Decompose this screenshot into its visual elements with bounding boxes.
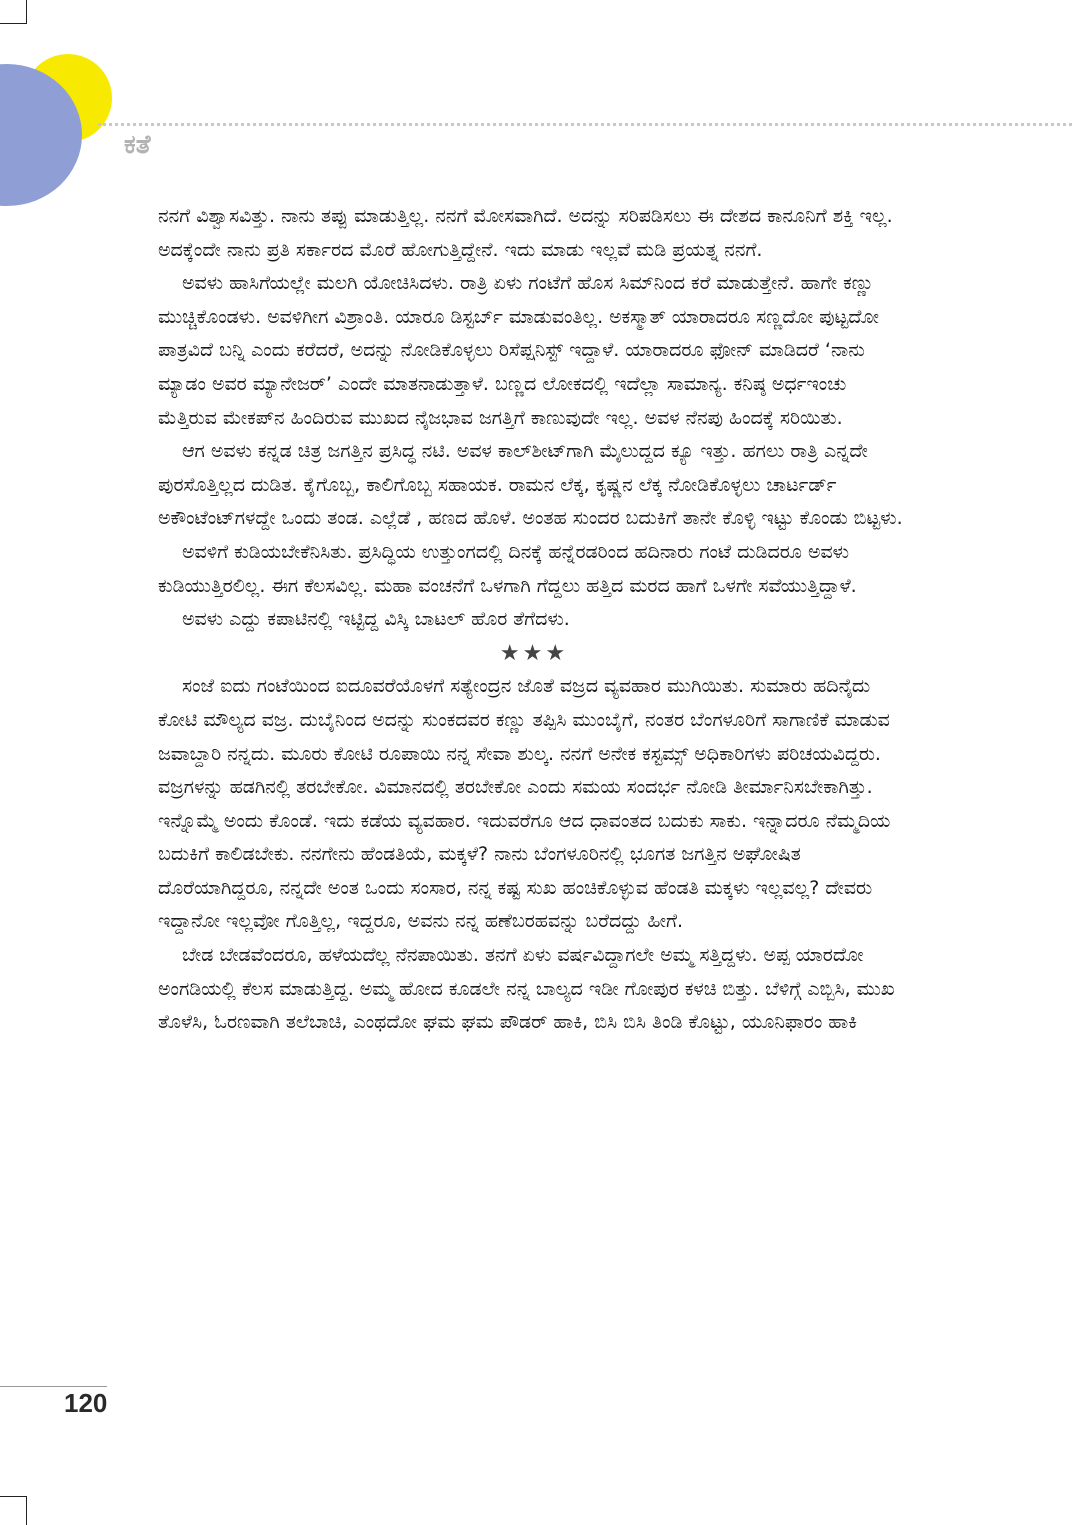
paragraph: ಆಗ ಅವಳು ಕನ್ನಡ ಚಿತ್ರ ಜಗತ್ತಿನ ಪ್ರಸಿದ್ಧ ನಟಿ. ಅವಳ ಕಾಲ್‌ಶೀಟ್‌ಗಾಗಿ ಮೈಲುದ್ದದ ಕ್ಯೂ ಇತ್ತು. ಹಗಲು ರಾತ್ರಿ ಎನ್ನದೇ ಪುರಸೊತ್ತಿಲ್ಲದ ದುಡಿತ. ಕೈಗೊಬ್ಬ, ಕಾಲಿಗೊಬ್ಬ ಸಹಾಯಕ. ರಾಮನ ಲೆಕ್ಕ, ಕೃಷ್ಣನ ಲೆಕ್ಕ ನೋಡಿಕೊಳ್ಳಲು ಚಾರ್ಟರ್ಡ್ ಅಕೌಂಟೆಂಟ್‌ಗಳದ್ದೇ ಒಂದು ತಂಡ. ಎಲ್ಲೆಡೆ , ಹಣದ ಹೊಳೆ. ಅಂತಹ ಸುಂದರ ಬದುಕಿಗೆ ತಾನೇ ಕೊಳ್ಳಿ ಇಟ್ಟು ಕೊಂಡು ಬಿಟ್ಟಳು.: [158, 440, 903, 530]
paragraph: ಬೇಡ ಬೇಡವೆಂದರೂ, ಹಳೆಯದೆಲ್ಲ ನೆನಪಾಯಿತು. ತನಗೆ ಏಳು ವರ್ಷವಿದ್ದಾಗಲೇ ಅಮ್ಮ ಸತ್ತಿದ್ದಳು. ಅಪ್ಪ ಯಾರದೋ ಅಂಗಡಿಯಲ್ಲಿ ಕೆಲಸ ಮಾಡುತ್ತಿದ್ದ. ಅಮ್ಮ ಹೋದ ಕೂಡಲೇ ನನ್ನ ಬಾಲ್ಯದ ಇಡೀ ಗೋಪುರ ಕಳಚಿ ಬಿತ್ತು. ಬೆಳಿಗ್ಗೆ ಎಬ್ಬಿಸಿ, ಮುಖ ತೊಳೆಸಿ, ಓರಣವಾಗಿ ತಲೆಬಾಚಿ, ಎಂಥದೋ ಘಮ ಘಮ ಪೌಡರ್ ಹಾಕಿ, ಬಿಸಿ ಬಿಸಿ ತಿಂಡಿ ಕೊಟ್ಟು, ಯೂನಿಫಾರಂ ಹಾಕಿ: [158, 944, 895, 1034]
paragraph: ಅವಳಿಗೆ ಕುಡಿಯಬೇಕೆನಿಸಿತು. ಪ್ರಸಿದ್ಧಿಯ ಉತ್ತುಂಗದಲ್ಲಿ ದಿನಕ್ಕೆ ಹನ್ನೆರಡರಿಂದ ಹದಿನಾರು ಗಂಟೆ ದುಡಿದರೂ ಅವಳು ಕುಡಿಯುತ್ತಿರಲಿಲ್ಲ. ಈಗ ಕೆಲಸವಿಲ್ಲ. ಮಹಾ ವಂಚನೆಗೆ ಒಳಗಾಗಿ ಗೆದ್ದಲು ಹತ್ತಿದ ಮರದ ಹಾಗೆ ಒಳಗೇ ಸವೆಯುತ್ತಿದ್ದಾಳೆ.: [158, 540, 857, 597]
paragraph: ಅವಳು ಹಾಸಿಗೆಯಲ್ಲೇ ಮಲಗಿ ಯೋಚಿಸಿದಳು. ರಾತ್ರಿ ಏಳು ಗಂಟೆಗೆ ಹೊಸ ಸಿಮ್‌ನಿಂದ ಕರೆ ಮಾಡುತ್ತೇನೆ. ಹಾಗೇ ಕಣ್ಣು ಮುಚ್ಚಿಕೊಂಡಳು. ಅವಳಿಗೀಗ ವಿಶ್ರಾಂತಿ. ಯಾರೂ ಡಿಸ್ಟರ್ಬ್ ಮಾಡುವಂತಿಲ್ಲ. ಅಕಸ್ಮಾತ್ ಯಾರಾದರೂ ಸಣ್ಣದೋ ಪುಟ್ಟದೋ ಪಾತ್ರವಿದೆ ಬನ್ನಿ ಎಂದು ಕರೆದರೆ, ಅದನ್ನು ನೋಡಿಕೊಳ್ಳಲು ರಿಸೆಪ್ಷನಿಸ್ಟ್ ಇದ್ದಾಳೆ. ಯಾರಾದರೂ ಫೋನ್ ಮಾಡಿದರೆ ‘ನಾನು ಮ್ಯಾಡಂ ಅವರ ಮ್ಯಾನೇಜರ್’ ಎಂದೇ ಮಾತನಾಡುತ್ತಾಳೆ. ಬಣ್ಣದ ಲೋಕದಲ್ಲಿ ಇದೆಲ್ಲಾ ಸಾಮಾನ್ಯ. ಕನಿಷ್ಠ ಅರ್ಧಇಂಚು ಮೆತ್ತಿರುವ ಮೇಕಪ್‌ನ ಹಿಂದಿರುವ ಮುಖದ ನೈಜಭಾವ ಜಗತ್ತಿಗೆ ಕಾಣುವುದೇ ಇಲ್ಲ. ಅವಳ ನೆನಪು ಹಿಂದಕ್ಕೆ ಸರಿಯಿತು.: [158, 272, 879, 429]
header-dotted-rule: [98, 123, 1072, 126]
story-body: [158, 200, 910, 1040]
paragraph: ನನಗೆ ವಿಶ್ವಾಸವಿತ್ತು. ನಾನು ತಪ್ಪು ಮಾಡುತ್ತಿಲ್ಲ. ನನಗೆ ಮೋಸವಾಗಿದೆ. ಅದನ್ನು ಸರಿಪಡಿಸಲು ಈ ದೇಶದ ಕಾನೂನಿಗೆ ಶಕ್ತಿ ಇಲ್ಲ. ಅದಕ್ಕೆಂದೇ ನಾನು ಪ್ರತಿ ಸರ್ಕಾರದ ಮೊರೆ ಹೋಗುತ್ತಿದ್ದೇನೆ. ಇದು ಮಾಡು ಇಲ್ಲವೆ ಮಡಿ ಪ್ರಯತ್ನ ನನಗೆ.: [158, 205, 893, 261]
crop-mark-top-horizontal: [0, 23, 27, 24]
section-separator-stars: ★★★: [499, 640, 569, 666]
paragraph: ಸಂಜೆ ಐದು ಗಂಟೆಯಿಂದ ಐದೂವರೆಯೊಳಗೆ ಸತ್ಯೇಂದ್ರನ ಜೊತೆ ವಜ್ರದ ವ್ಯವಹಾರ ಮುಗಿಯಿತು. ಸುಮಾರು ಹದಿನೈದು ಕೋಟಿ ಮೌಲ್ಯದ ವಜ್ರ. ದುಬೈನಿಂದ ಅದನ್ನು ಸುಂಕದವರ ಕಣ್ಣು ತಪ್ಪಿಸಿ ಮುಂಬೈಗೆ, ನಂತರ ಬೆಂಗಳೂರಿಗೆ ಸಾಗಾಣಿಕೆ ಮಾಡುವ ಜವಾಬ್ದಾರಿ ನನ್ನದು. ಮೂರು ಕೋಟಿ ರೂಪಾಯಿ ನನ್ನ ಸೇವಾ ಶುಲ್ಕ. ನನಗೆ ಅನೇಕ ಕಸ್ಟಮ್ಸ್ ಅಧಿಕಾರಿಗಳು ಪರಿಚಯವಿದ್ದರು. ವಜ್ರಗಳನ್ನು ಹಡಗಿನಲ್ಲಿ ತರಬೇಕೋ. ವಿಮಾನದಲ್ಲಿ ತರಬೇಕೋ ಎಂದು ಸಮಯ ಸಂದರ್ಭ ನೋಡಿ ತೀರ್ಮಾನಿಸಬೇಕಾಗಿತ್ತು. ಇನ್ನೊಮ್ಮೆ ಅಂದು ಕೊಂಡೆ. ಇದು ಕಡೆಯ ವ್ಯವಹಾರ. ಇದುವರೆಗೂ ಆದ ಧಾವಂತದ ಬದುಕು ಸಾಕು. ಇನ್ನಾದರೂ ನೆಮ್ಮದಿಯ ಬದುಕಿಗೆ ಕಾಲಿಡಬೇಕು. ನನಗೇನು ಹೆಂಡತಿಯೆ, ಮಕ್ಕಳೆ? ನಾನು ಬೆಂಗಳೂರಿನಲ್ಲಿ ಭೂಗತ ಜಗತ್ತಿನ ಅಘೋಷಿತ ದೊರೆಯಾಗಿದ್ದರೂ, ನನ್ನದೇ ಅಂತ ಒಂದು ಸಂಸಾರ, ನನ್ನ ಕಷ್ಟ ಸುಖ ಹಂಚಿಕೊಳ್ಳುವ ಹೆಂಡತಿ ಮಕ್ಕಳು ಇಲ್ಲವಲ್ಲ? ದೇವರು ಇದ್ದಾನೋ ಇಲ್ಲವೋ ಗೊತ್ತಿಲ್ಲ, ಇದ್ದರೂ, ಅವನು ನನ್ನ ಹಣೆಬರಹವನ್ನು ಬರೆದದ್ದು ಹೀಗೆ.: [158, 675, 891, 933]
crop-mark-bottom-vertical: [26, 1496, 27, 1525]
crop-mark-bottom-horizontal: [0, 1496, 27, 1497]
page-number: 120: [64, 1388, 108, 1418]
paragraph: ಅವಳು ಎದ್ದು ಕಪಾಟಿನಲ್ಲಿ ಇಟ್ಟಿದ್ದ ವಿಸ್ಕಿ ಬಾಟಲ್ ಹೊರ ತೆಗೆದಳು.: [182, 608, 570, 631]
footer-rule: [0, 1386, 107, 1387]
crop-mark-top-vertical: [26, 0, 27, 24]
section-label: ಕತೆ: [124, 130, 151, 160]
